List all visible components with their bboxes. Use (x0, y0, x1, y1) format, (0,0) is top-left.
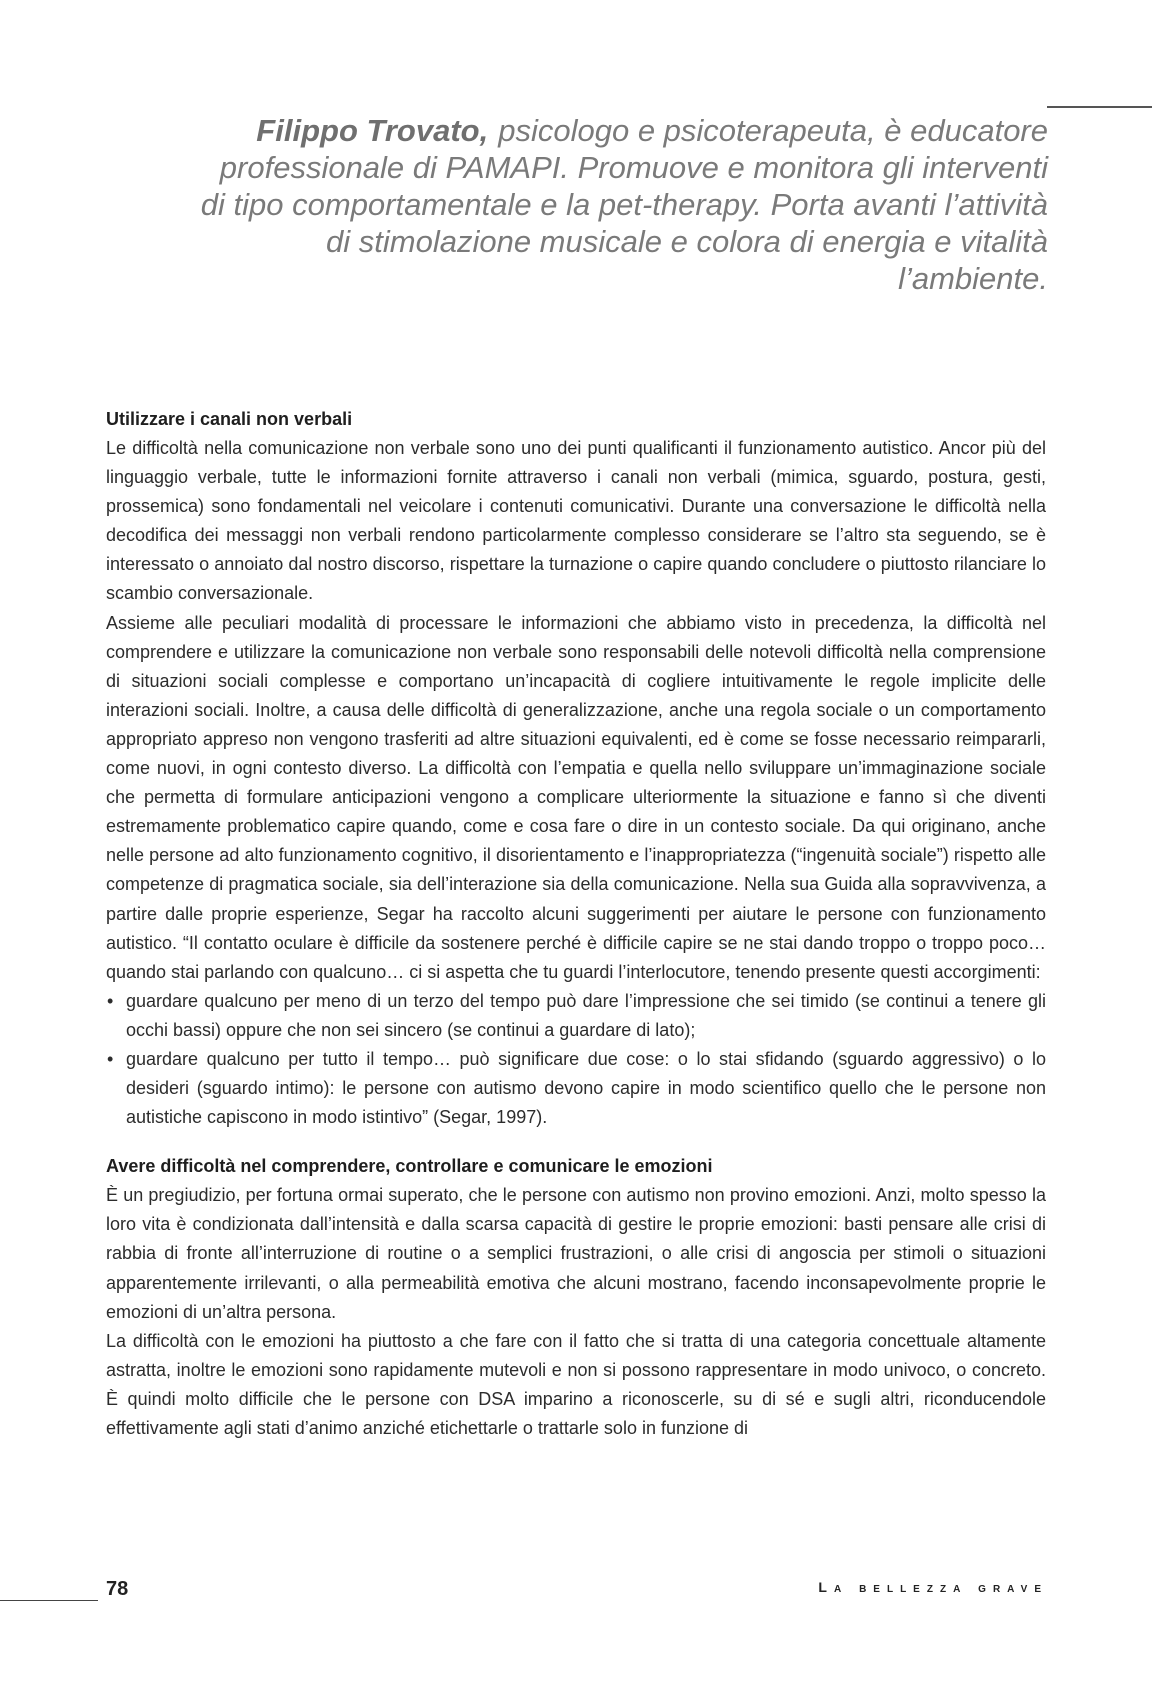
footer-rule (0, 1600, 98, 1601)
list-item: • guardare qualcuno per meno di un terzo del tempo può dare l’impressione che sei timido (se continui a tenere gli occhi bassi) oppure che non sei sincero (se continui a guardare di lato); (106, 987, 1046, 1045)
paragraph: Le difficoltà nella comunicazione non verbale sono uno dei punti qualificanti il funzionamento autistico. Ancor più del linguaggio verbale, tutte le informazioni fornite attraverso i canali non verbali (mimica, sguardo, postura, gesti, prossemica) sono fondamentali nel veicolare i contenuti comunicativi. Durante una conversazione le difficoltà nella decodifica dei messaggi non verbali rendono particolarmente complesso considerare se l’altro sta seguendo, se è interessato o annoiato dal nostro discorso, rispettare la turnazione o capire quando concludere o piuttosto rilanciare lo scambio conversazionale. (106, 438, 1046, 604)
header-rule (1047, 106, 1152, 108)
paragraph: Assieme alle peculiari modalità di processare le informazioni che abbiamo visto in precedenza, la difficoltà nel comprendere e utilizzare la comunicazione non verbale sono responsabili delle notevoli difficoltà nella comprensione di situazioni sociali complesse e comportano un’incapacità di cogliere intuitivamente le regole implicite delle interazioni sociali. Inoltre, a causa delle difficoltà di generalizzazione, anche una regola sociale o un comportamento appropriato appreso non vengono trasferiti ad altre situazioni equivalenti, ed è come se fosse necessario reimpararli, come nuovi, in ogni contesto diverso. La difficoltà con l’empatia e quella nello sviluppare un’immaginazione sociale che permetta di formulare anticipazioni vengono a complicare ulteriormente la situazione e fanno sì che diventi estremamente problematico capire quando, come e cosa fare o dire in un contesto sociale. Da qui originano, anche nelle persone ad alto funzionamento cognitivo, il disorientamento e l’inappropriatezza (“ingenuità sociale”) rispetto alle competenze di pragmatica sociale, sia dell’interazione sia della comunicazione. Nella sua Guida alla sopravvivenza, a partire dalle proprie esperienze, Segar ha raccolto alcuni suggerimenti per aiutare le persone con funzionamento autistico. “Il contatto oculare è difficile da sostenere perché è difficile capire se ne stai dando troppo o troppo poco… quando stai parlando con qualcuno… ci si aspetta che tu guardi l’interlocutore, tenendo presente questi accorgimenti: (106, 612, 1046, 982)
running-title: La bellezza grave (818, 1579, 1048, 1595)
paragraph: La difficoltà con le emozioni ha piuttosto a che fare con il fatto che si tratta di una categoria concettuale altamente astratta, inoltre le emozioni sono rapidamente mutevoli e non si possono rappresentare in modo univoco, o concreto. È quindi molto difficile che le persone con DSA imparino a riconoscerle, su di sé e sugli altri, riconducendole effettivamente agli stati d’animo anziché etichettarle o trattarle solo in funzione di (106, 1330, 1046, 1438)
bullet-list (106, 987, 1046, 1132)
main-text (106, 405, 1046, 1443)
section-heading-emotions: Avere difficoltà nel comprendere, controllare e comunicare le emozioni (106, 1156, 713, 1177)
list-item: • guardare qualcuno per tutto il tempo… può significare due cose: o lo stai sfidando (sguardo aggressivo) o lo desideri (sguardo intimo): le persone con autismo devono capire in modo scientifico quello che le persone non autistiche capiscono in modo istintivo” (Segar, 1997). (106, 1045, 1046, 1132)
author-name: Filippo Trovato, (256, 113, 489, 148)
section-heading-nonverbal: Utilizzare i canali non verbali (106, 409, 353, 429)
page-number: 78 (106, 1578, 129, 1600)
paragraph: È un pregiudizio, per fortuna ormai superato, che le persone con autismo non provino emozioni. Anzi, molto spesso la loro vita è condizionata dall’intensità e dalla scarsa capacità di gestire le proprie emozioni: basti pensare alle crisi di rabbia di fronte all’interruzione di routine o a semplici frustrazioni, o alle crisi di angoscia per stimoli o situazioni apparentemente irrilevanti, o alla permeabilità emotiva che alcuni mostrano, facendo inconsapevolmente proprie le emozioni di un’altra persona. (106, 1185, 1046, 1322)
author-bio-text: psicologo e psicoterapeuta, è educatore professionale di PAMAPI. Promuove e monitora gli interventi di tipo comportamentale e la pet-therapy. Porta avanti l’attività di stimolazione musicale e colora di energia e vitalità l’ambiente. (200, 113, 1048, 296)
author-bio (190, 112, 1048, 297)
